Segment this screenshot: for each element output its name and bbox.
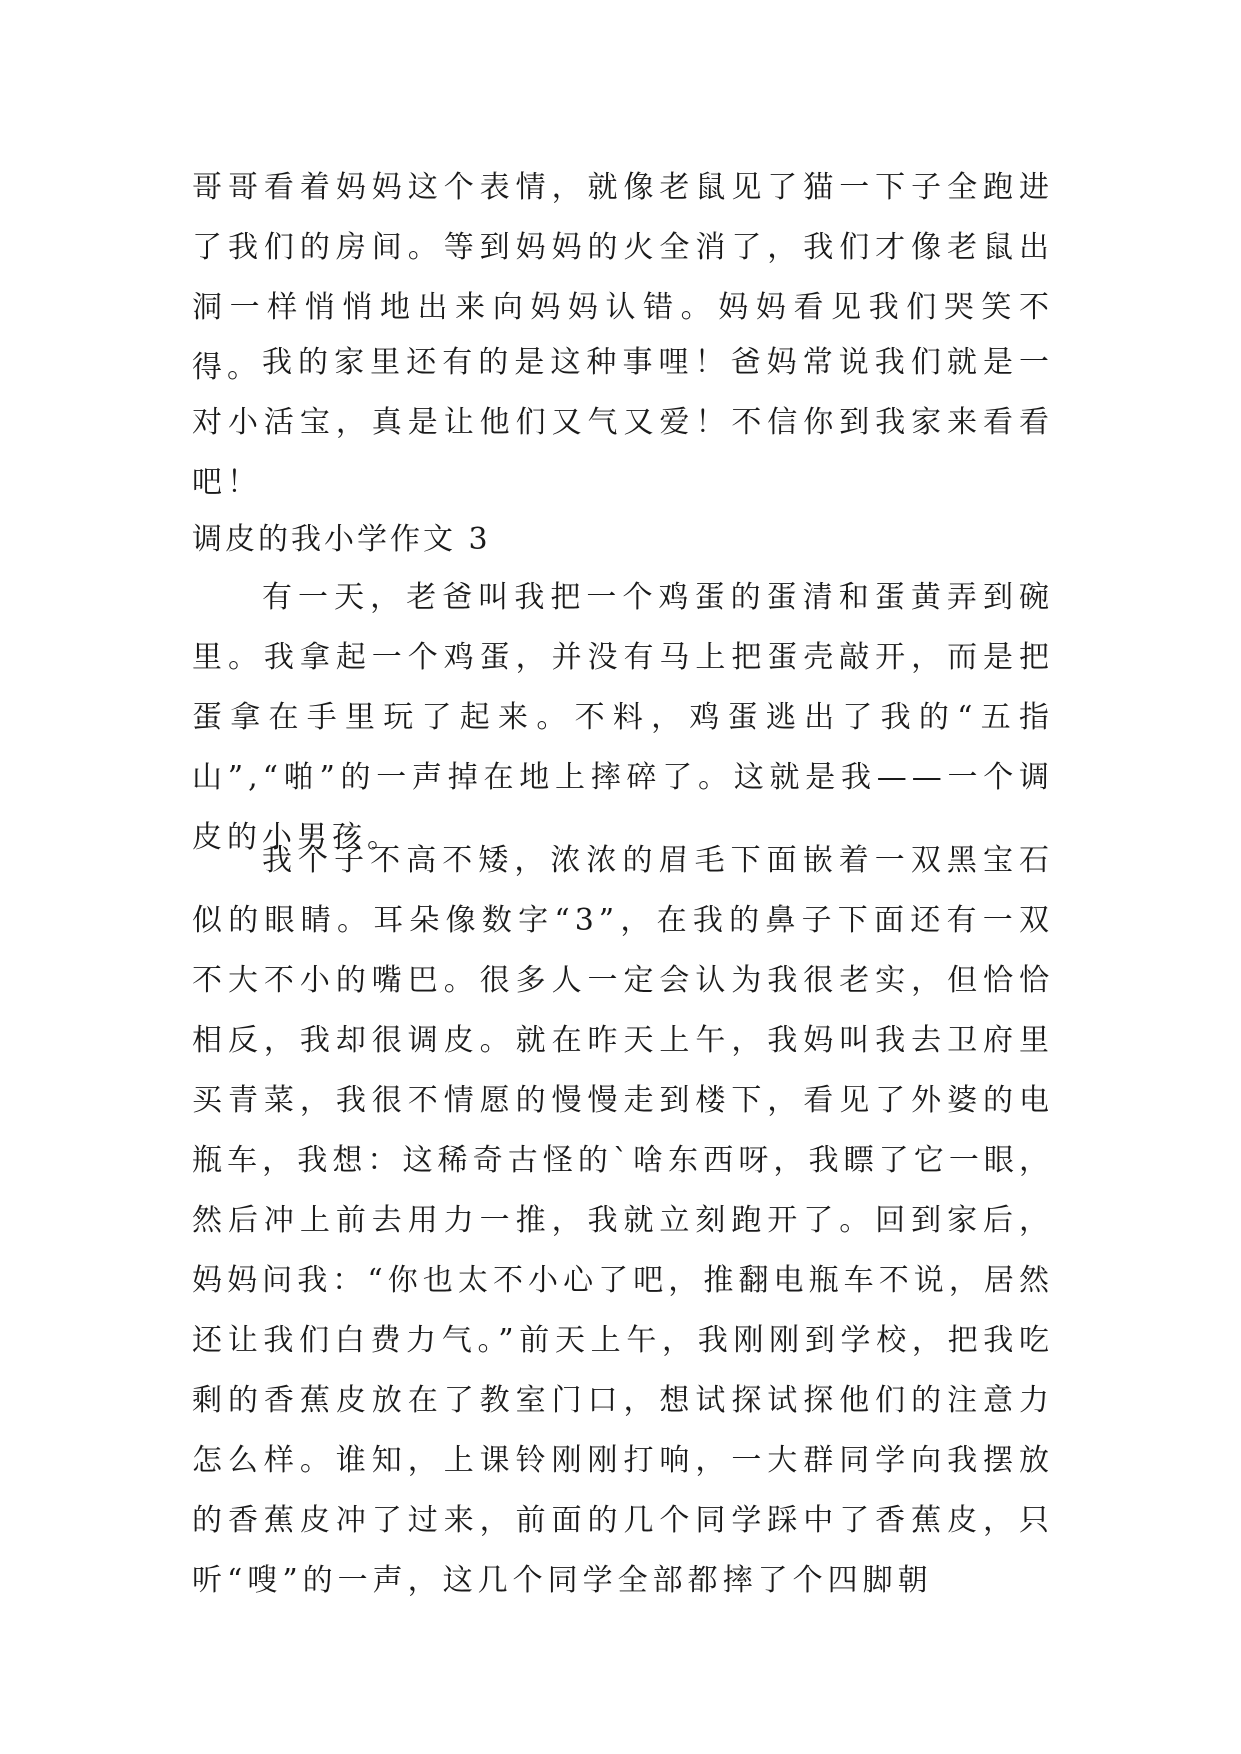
- continuation-paragraph: 哥哥看着妈妈这个表情，就像老鼠见了猫一下子全跑进了我们的房间。等到妈妈的火全消了，我们才像老鼠出洞一样悄悄地出来向妈妈认错。妈妈看见我们哭笑不得。: [192, 170, 1054, 385]
- section-paragraph-description: 我个子不高不矮，浓浓的眉毛下面嵌着一双黑宝石似的眼睛。耳朵像数字“3”，在我的鼻子下面还有一双不大不小的嘴巴。很多人一定会认为我很老实，但恰恰相反，我却很调皮。就在昨天上午，我妈叫我去卫府里买青菜，我很不情愿的慢慢走到楼下，看见了外婆的电瓶车，我想：这稀奇古怪的`啥东西呀，我瞟了它一眼，然后冲上前去用力一推，我就立刻跑开了。回到家后，妈妈问我：“你也太不小心了吧，推翻电瓶车不说，居然还让我们白费力气。”前天上午，我刚刚到学校，把我吃剩的香蕉皮放在了教室门口，想试探试探他们的注意力怎么样。谁知，上课铃刚刚打响，一大群同学向我摆放的香蕉皮冲了过来，前面的几个同学踩中了香蕉皮，只听“嗖”的一声，这几个同学全部都摔了个四脚朝: [192, 843, 1054, 1598]
- closing-paragraph: 我的家里还有的是这种事哩！爸妈常说我们就是一对小活宝，真是让他们又气又爱！不信你到我家来看看吧！: [192, 345, 1054, 500]
- section-heading: 调皮的我小学作文 3: [192, 522, 491, 557]
- section-paragraph-egg: 有一天，老爸叫我把一个鸡蛋的蛋清和蛋黄弄到碗里。我拿起一个鸡蛋，并没有马上把蛋壳敲开，而是把蛋拿在手里玩了起来。不料，鸡蛋逃出了我的“五指山”,“啪”的一声掉在地上摔碎了。这就是我——一个调皮的小男孩。: [192, 580, 1054, 855]
